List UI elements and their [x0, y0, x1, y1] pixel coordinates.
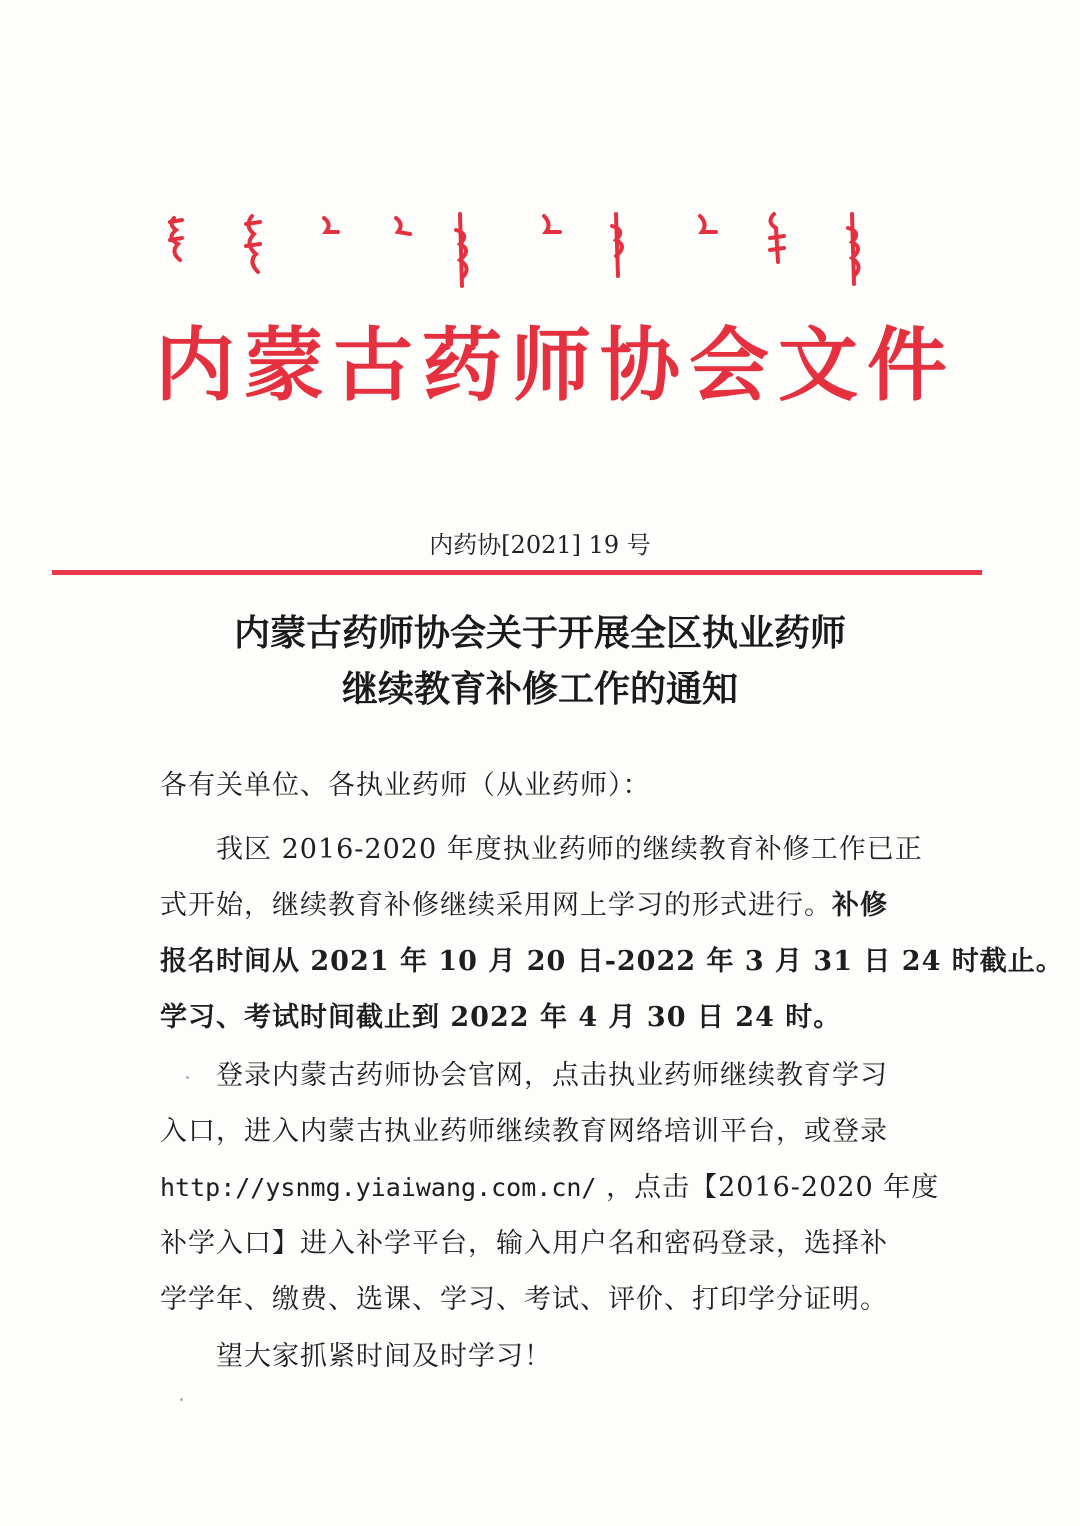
registration-deadline-line: 报名时间从 2021 年 10 月 20 日-2022 年 3 月 31 日 24 时截止。 — [160, 946, 1064, 977]
scan-speck — [186, 1076, 189, 1079]
salutation-text: 各有关单位、各执业药师（从业药师）： — [160, 770, 651, 801]
paragraph-line — [160, 878, 915, 934]
paragraph-instructions — [160, 1048, 940, 1328]
notice-title-line-2: 继续教育补修工作的通知 — [341, 669, 738, 710]
paragraph-line: 入口，进入内蒙古执业药师继续教育网络培训平台，或登录 — [160, 1116, 888, 1147]
paragraph-line-normal: 式开始，继续教育补修继续采用网上学习的形式进行。 — [160, 890, 832, 921]
mongolian-script-header — [160, 210, 880, 300]
notice-title-line-1: 内蒙古药师协会关于开展全区执业药师 — [233, 613, 846, 654]
paragraph-closing — [160, 1329, 915, 1385]
scan-speck — [180, 1398, 183, 1401]
paragraph-line — [160, 1160, 940, 1216]
paragraph-line-rest: ，点击【2016-2020 年度 — [596, 1172, 940, 1203]
closing-text: 望大家抓紧时间及时学习！ — [216, 1341, 552, 1372]
document-number: 内药协[2021] 19 号 — [429, 531, 651, 559]
paragraph-line: 登录内蒙古药师协会官网，点击执业药师继续教育学习 — [216, 1060, 888, 1091]
salutation — [160, 758, 915, 814]
notice-title — [0, 606, 1080, 718]
platform-url-link[interactable]: http://ysnmg.yiaiwang.com.cn/ — [160, 1173, 597, 1202]
paragraph-line: 我区 2016-2020 年度执业药师的继续教育补修工作已正 — [216, 834, 923, 865]
paragraph-line: 学学年、缴费、选课、学习、考试、评价、打印学分证明。 — [160, 1284, 888, 1315]
paragraph-schedule — [160, 822, 1064, 1046]
paragraph-line-bold: 补修 — [832, 890, 888, 921]
exam-deadline-line: 学习、考试时间截止到 2022 年 4 月 30 日 24 时。 — [160, 1002, 842, 1033]
red-divider-rule — [52, 570, 982, 575]
org-header-title: 内蒙古药师协会文件 — [155, 319, 956, 412]
paragraph-line: 补学入口】进入补学平台，输入用户名和密码登录，选择补 — [160, 1228, 888, 1259]
